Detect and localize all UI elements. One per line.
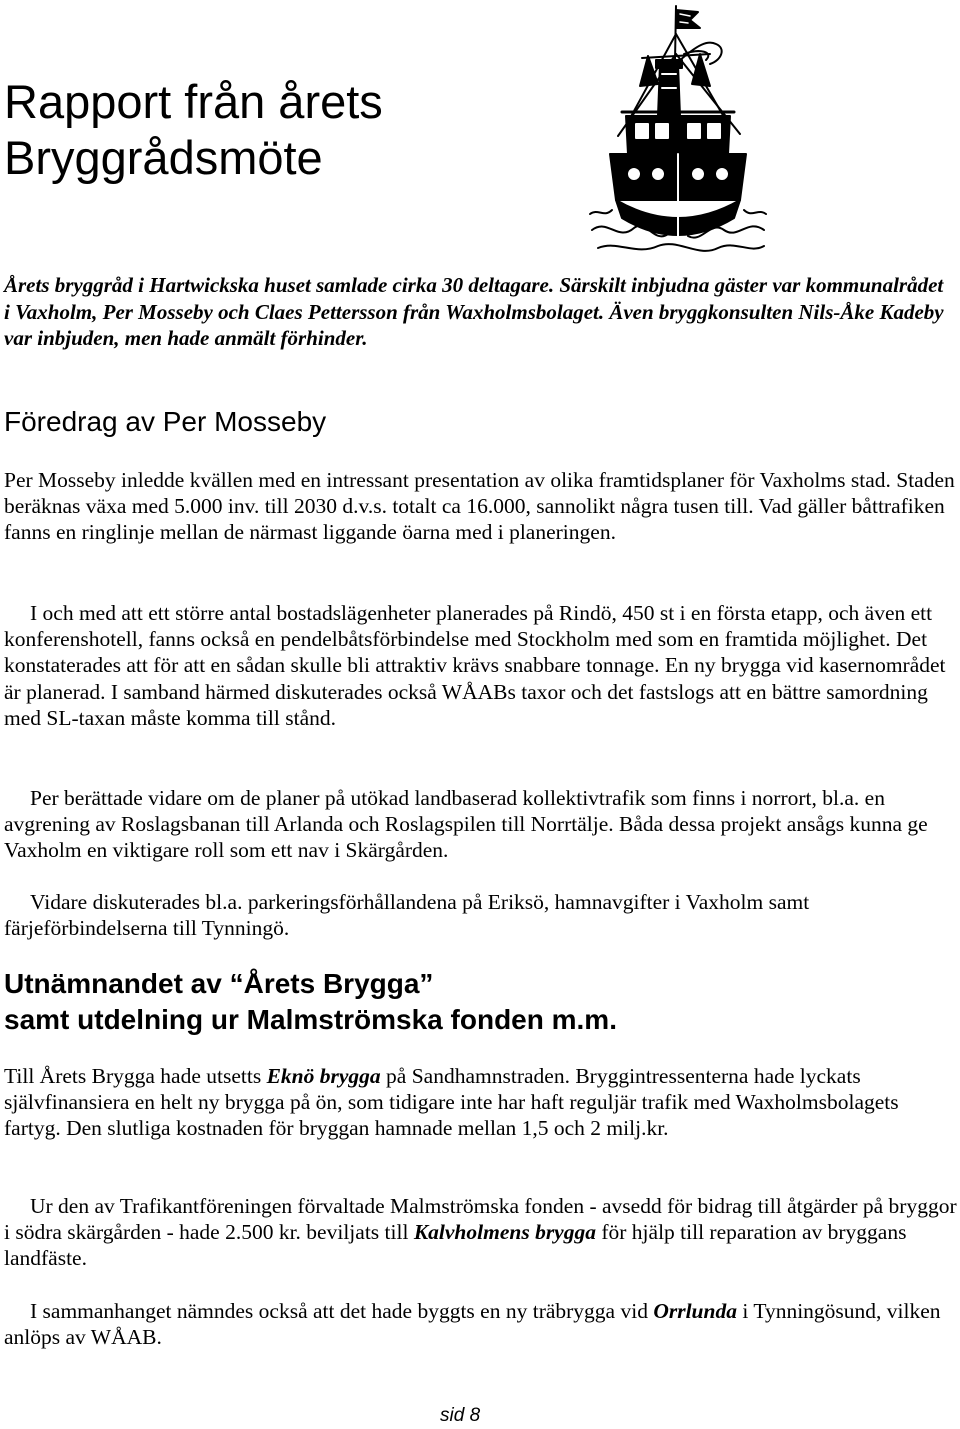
emphasis-orrlunda: Orrlunda (653, 1299, 737, 1323)
emphasis-kalvholmens-brygga: Kalvholmens brygga (413, 1220, 596, 1245)
page-title (4, 74, 383, 186)
text-run: Till Årets Brygga hade utsetts (4, 1064, 267, 1088)
text-run: i Tynningösund, vilken anlöps av WÅAB. (4, 1299, 941, 1350)
section-heading-utnamnandet (4, 966, 617, 1038)
page-title-line-1: Rapport från årets (4, 75, 383, 128)
text-run: I sammanhanget nämndes också att det hade byggts en ny träbrygga vid (30, 1299, 654, 1323)
paragraph-foredrag-3: Per berättade vidare om de planer på utökad landbaserad kollektivtrafik som finns i norrort, bl.a. en avgrening av Roslagsbanan till Arlanda och Roslagspilen till Norrtälje. Båda dessa projekt ansågs kunna ge Vaxholm en viktigare roll som ett nav i Skärgården. (4, 786, 928, 863)
page-title-line-2: Bryggrådsmöte (4, 131, 323, 184)
page-number: sid 8 (440, 1405, 481, 1426)
section-heading-utnamnandet-line-2: samt utdelning ur Malmströmska fonden m.m. (4, 1004, 617, 1035)
steamship-illustration-icon (588, 4, 768, 262)
text-run: Ur den av Trafikantföreningen förvaltade Malmströmska fonden - avsedd för bidrag till åtgärder på bryggor i södra skärgården - hade 2.500 kr. beviljats till (4, 1194, 957, 1245)
text-run: på Sandhamnstraden. Bryggintressenterna hade lyckats självfinansiera en helt ny brygga på ön, som tidigare inte har haft reguljär trafik med Waxholmsbolagets fartyg. Den slutliga kostnaden för bryggan hamnade mellan 1,5 och 2 milj.kr. (4, 1064, 899, 1141)
intro-paragraph: Årets bryggråd i Hartwickska huset samlade cirka 30 deltagare. Särskilt inbjudna gäster var kommunalrådet i Vaxholm, Per Mosseby och Claes Pettersson från Waxholmsbolaget. Även bryggkonsulten Nils-Åke Kadeby var inbjuden, men hade anmält förhinder. (4, 273, 944, 350)
emphasis-ekno-brygga: Eknö brygga (266, 1064, 381, 1088)
paragraph-foredrag-2: I och med att ett större antal bostadslägenheter planerades på Rindö, 450 st i en första etapp, och även ett konferenshotell, fanns också en pendelbåtsförbindelse med Stockholm med som en framtida möjlighet. Det konstaterades att för att en sådan skulle bli attraktiv krävs snabbare tonnage. En ny brygga vid kasernområdet är planerad. I samband härmed diskuterades också WÅABs taxor och det fastslogs att en bättre samordning med SL-taxan måste komma till stånd. (4, 601, 946, 730)
paragraph-arets-brygga (4, 1063, 959, 1142)
section-heading-foredrag: Föredrag av Per Mosseby (4, 406, 327, 437)
paragraph-malmstromska-fonden (4, 1193, 959, 1272)
paragraph-foredrag-1: Per Mosseby inledde kvällen med en intressant presentation av olika framtidsplaner för Vaxholms stad. Staden beräknas växa med 5.000 inv. till 2030 d.v.s. totalt ca 16.000, sannolikt några tusen till. Vad gäller båttrafiken fanns en ringlinje mellan de närmast liggande öarna med i planeringen. (4, 468, 955, 545)
paragraph-orrlunda (4, 1298, 959, 1350)
text-run: för hjälp till reparation av bryggans landfäste. (4, 1220, 907, 1271)
paragraph-foredrag-4: Vidare diskuterades bl.a. parkeringsförhållandena på Eriksö, hamnavgifter i Vaxholm samt färjeförbindelserna till Tynningö. (4, 890, 810, 941)
section-heading-utnamnandet-line-1: Utnämnandet av “Årets Brygga” (4, 968, 434, 999)
